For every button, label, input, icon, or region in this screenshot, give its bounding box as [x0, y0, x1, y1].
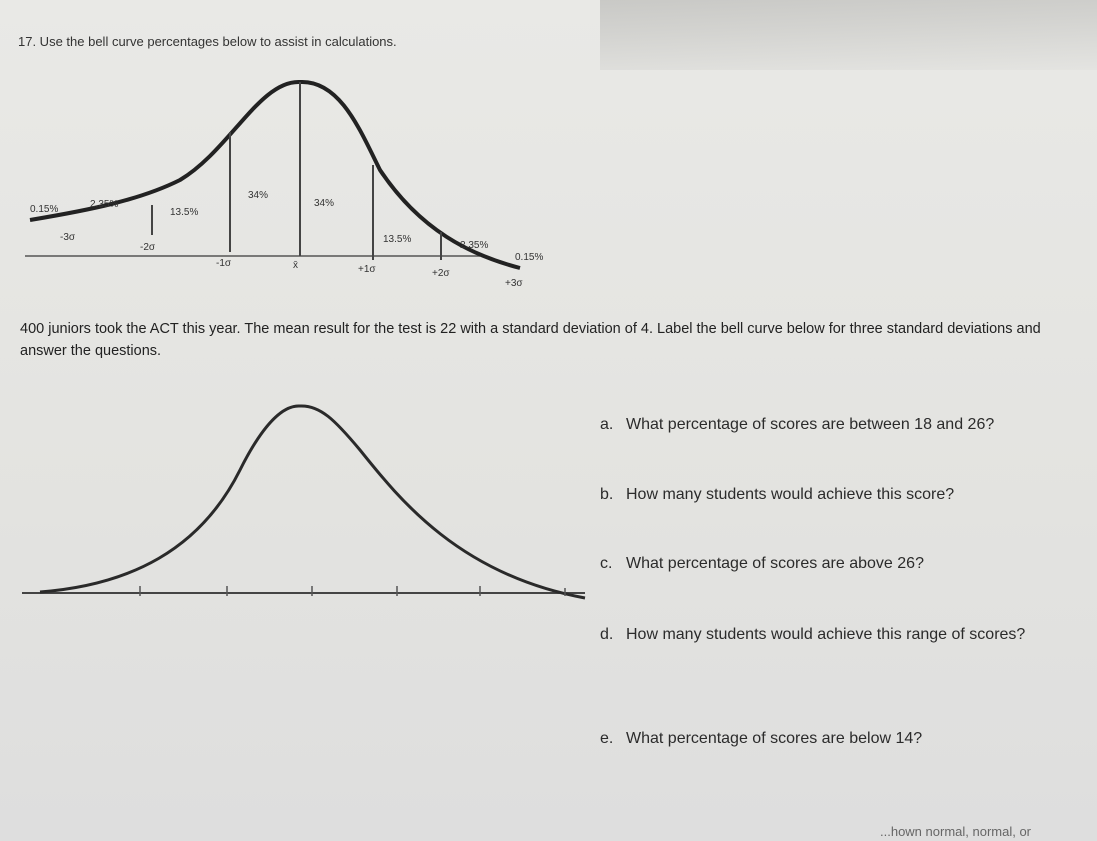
pct-label-4: 34%	[314, 198, 335, 209]
sd-label-1: -2σ	[140, 242, 156, 253]
sd-label-2: -1σ	[216, 258, 232, 269]
question-title: 17. Use the bell curve percentages below to assist in calculations.	[18, 34, 397, 49]
question-a	[600, 410, 994, 440]
blank-curve-line	[40, 406, 585, 598]
blank-bell-curve	[0, 400, 600, 610]
pct-label-3: 34%	[248, 190, 269, 201]
question-e-text: What percentage of scores are below 14?	[626, 730, 923, 747]
reference-bell-curve	[0, 60, 600, 300]
sd-label-3: x̄	[293, 260, 298, 271]
question-d-letter: d.	[600, 626, 614, 643]
reference-curve-line	[30, 82, 520, 268]
pct-label-0: 0.15%	[30, 204, 59, 215]
sd-label-0: -3σ	[60, 232, 76, 243]
question-b-text: How many students would achieve this score?	[626, 486, 955, 503]
question-d	[600, 620, 1060, 650]
pct-label-7: 0.15%	[515, 252, 544, 263]
question-a-text: What percentage of scores are between 18 and 26?	[626, 416, 995, 433]
sd-label-5: +2σ	[432, 268, 450, 279]
problem-statement: 400 juniors took the ACT this year. The mean result for the test is 22 with a standard deviation of 4. Label the bell curve below for three standard deviations and answer the questions.	[20, 321, 1041, 359]
question-d-text: How many students would achieve this range of scores?	[626, 626, 1026, 643]
question-b-letter: b.	[600, 486, 614, 503]
pct-label-1: 2.35%	[90, 199, 119, 210]
question-b	[600, 480, 954, 510]
page-fold-shadow	[600, 0, 1097, 70]
pct-label-6: 2.35%	[460, 240, 489, 251]
question-c	[600, 549, 924, 579]
pct-label-5: 13.5%	[383, 234, 412, 245]
question-e	[600, 724, 922, 754]
sd-label-4: +1σ	[358, 264, 376, 275]
pct-label-2: 13.5%	[170, 207, 199, 218]
question-a-letter: a.	[600, 416, 614, 433]
question-c-letter: c.	[600, 555, 613, 572]
sd-label-6: +3σ	[505, 278, 523, 289]
question-e-letter: e.	[600, 730, 614, 747]
question-c-text: What percentage of scores are above 26?	[626, 555, 924, 572]
cutoff-text: ...hown normal, normal, or	[880, 824, 1032, 839]
